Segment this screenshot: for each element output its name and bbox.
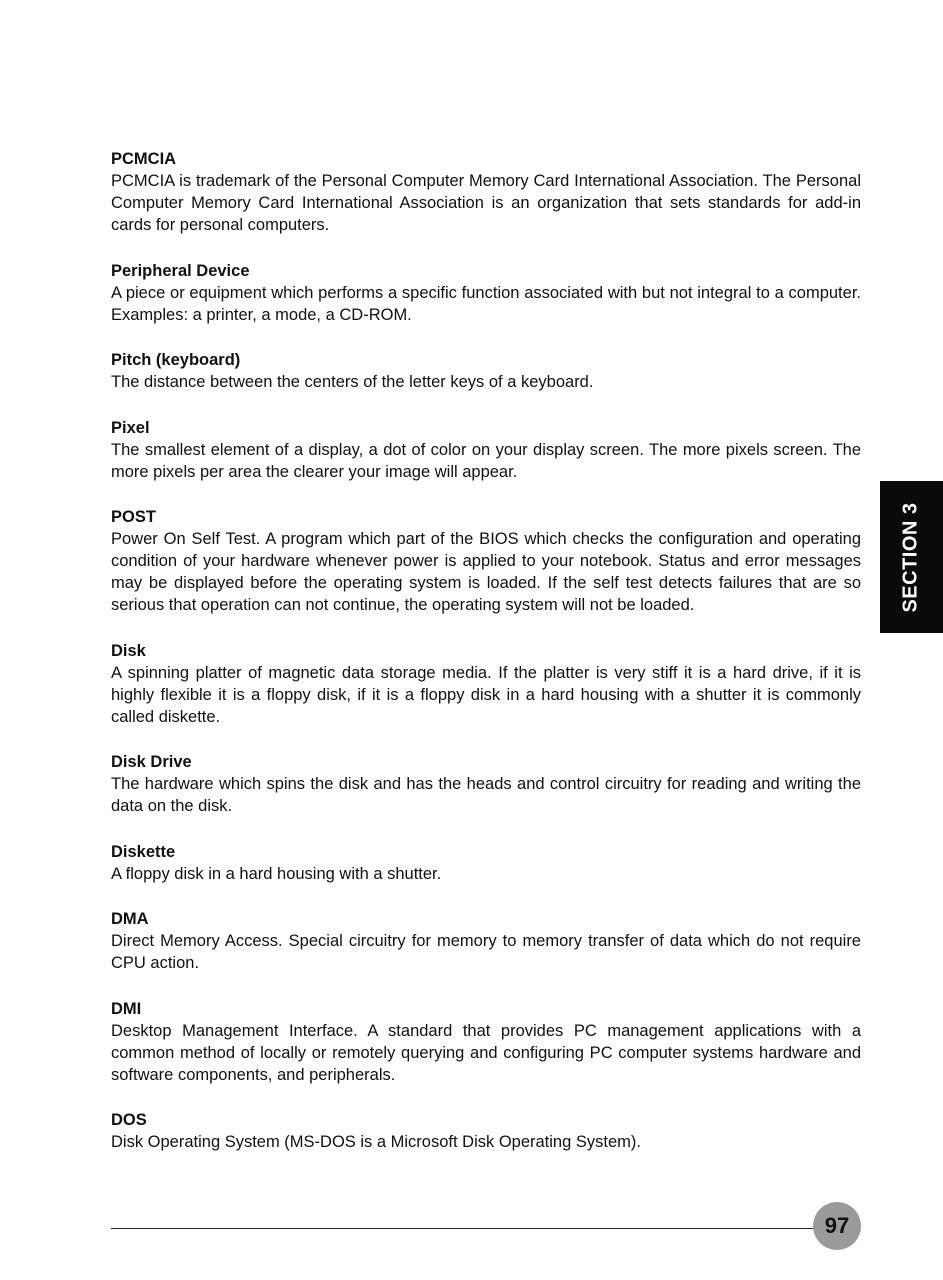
glossary-entry (111, 841, 861, 885)
glossary-term: Disk (111, 641, 146, 660)
glossary-definition: The hardware which spins the disk and has the heads and control circuitry for reading and writing the data on the disk. (111, 775, 861, 815)
glossary-definition: A floppy disk in a hard housing with a shutter. (111, 864, 442, 883)
glossary-term: Pitch (keyboard) (111, 351, 241, 369)
page-number: 97 (824, 1213, 850, 1238)
glossary-entry (111, 260, 861, 326)
glossary-entry (111, 640, 861, 728)
glossary-term: DMA (111, 910, 149, 928)
section-tab-label: SECTION 3 (900, 501, 923, 613)
glossary-term: DOS (111, 1111, 147, 1129)
glossary-definition: A piece or equipment which performs a specific function associated with but not integral to a computer. Examples: a printer, a mode, a CD-ROM. (111, 283, 861, 324)
glossary-definition: Disk Operating System (MS-DOS is a Microsoft Disk Operating System). (111, 1133, 641, 1151)
glossary-entry (111, 1109, 861, 1153)
glossary-definition: A spinning platter of magnetic data storage media. If the platter is very stiff it is a hard drive, if it is highly flexible it is a floppy disk, if it is a floppy disk in a hard housing with a shutter it is commonly called diskette. (111, 663, 861, 726)
glossary-term: Diskette (111, 842, 176, 861)
section-tab (880, 481, 943, 633)
glossary-term: DMI (111, 999, 142, 1018)
glossary-content (111, 148, 861, 1177)
glossary-definition: The smallest element of a display, a dot of color on your display screen. The more pixels screen. The more pixels per area the clearer your image will appear. (111, 440, 861, 481)
glossary-term: PCMCIA (111, 150, 177, 168)
glossary-entry (111, 349, 861, 393)
footer-divider (111, 1228, 823, 1229)
glossary-term: POST (111, 508, 156, 526)
glossary-entry (111, 417, 861, 483)
glossary-term: Pixel (111, 418, 150, 437)
glossary-term: Peripheral Device (111, 261, 250, 280)
glossary-definition: Direct Memory Access. Special circuitry for memory to memory transfer of data which do not require CPU action. (111, 932, 861, 972)
glossary-definition: The distance between the centers of the letter keys of a keyboard. (111, 373, 594, 391)
glossary-entry (111, 751, 861, 817)
glossary-entry (111, 506, 861, 616)
glossary-entry (111, 148, 861, 236)
page-number-badge (813, 1202, 861, 1250)
glossary-definition: Power On Self Test. A program which part of the BIOS which checks the configuration and operating condition of your hardware whenever power is applied to your notebook. Status and error messages may be displayed before the operating system is loaded. If the self test detects failures that are so serious that operation can not continue, the operating system will not be loaded. (111, 530, 861, 614)
glossary-definition: Desktop Management Interface. A standard that provides PC management applications with a common method of locally or remotely querying and configuring PC computer systems hardware and software components, and peripherals. (111, 1021, 861, 1084)
glossary-entry (111, 998, 861, 1086)
glossary-definition: PCMCIA is trademark of the Personal Computer Memory Card International Association. The Personal Computer Memory Card International Association is an organization that sets standards for add-in cards for personal computers. (111, 172, 861, 234)
glossary-entry (111, 908, 861, 974)
glossary-term: Disk Drive (111, 753, 192, 771)
